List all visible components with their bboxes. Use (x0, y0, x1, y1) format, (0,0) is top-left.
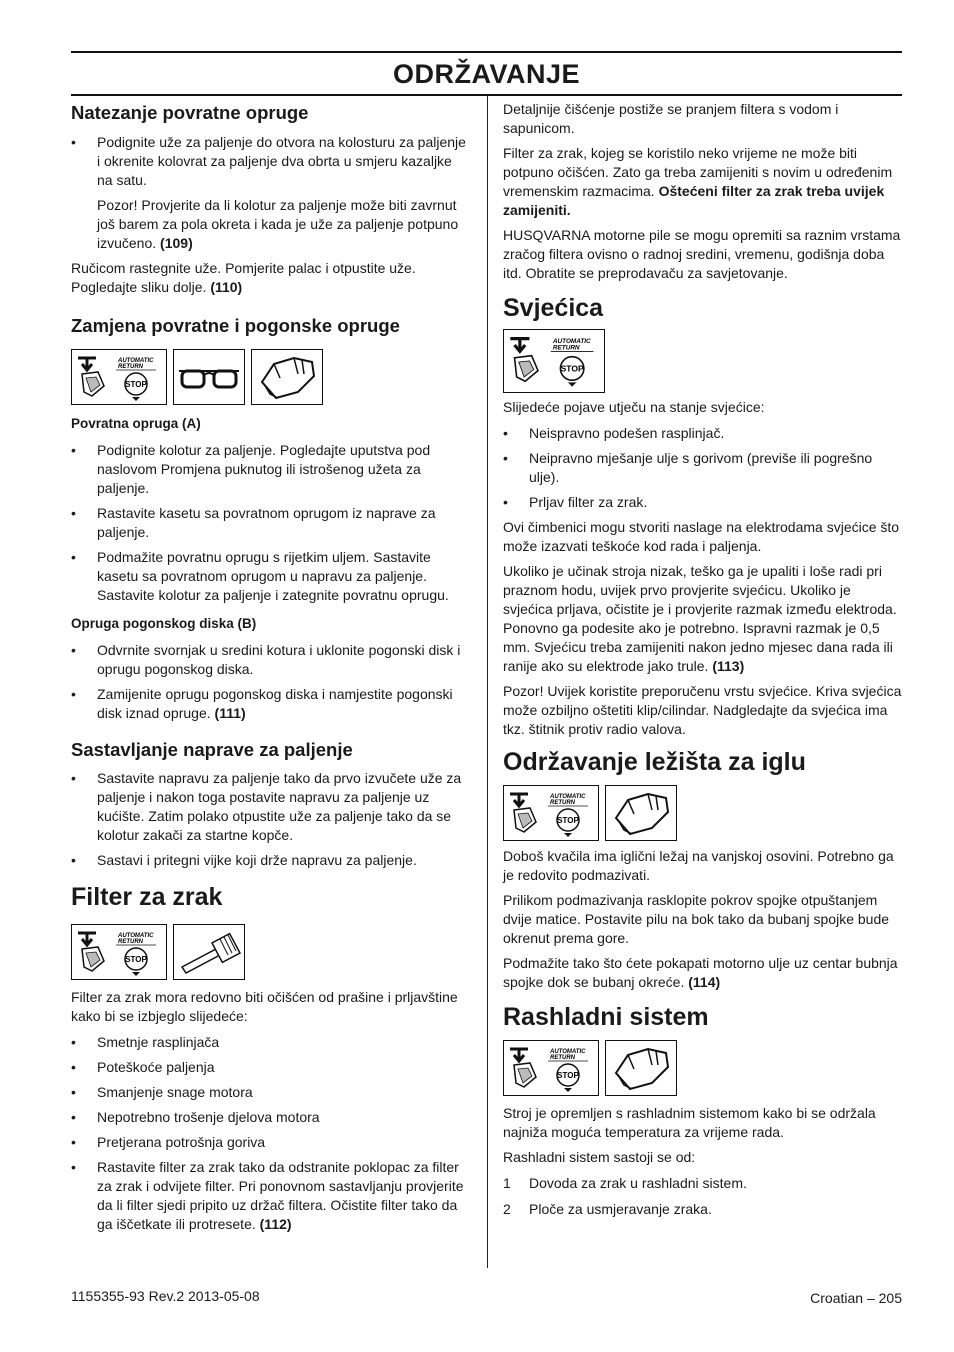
list-item: • Poteškoće paljenja (71, 1058, 469, 1077)
bullet-list (71, 133, 469, 253)
svg-text:STOP: STOP (125, 955, 147, 964)
icon-row (503, 785, 903, 841)
section-title-starter-assembly: Sastavljanje naprave za paljenje (71, 739, 353, 760)
section-title-return-spring-tension: Natezanje povratne opruge (71, 102, 309, 123)
column-divider (487, 96, 488, 1268)
list-item: • Neispravno podešen rasplinjač. (503, 424, 903, 443)
bullet-list (503, 424, 903, 512)
protective-glove-icon (251, 349, 323, 405)
paragraph: Detaljnije čišćenje postiže se pranjem filtera s vodom i sapunicom. (503, 101, 839, 136)
paragraph: Pozor! Uvijek koristite preporučenu vrstu svjećice. Kriva svjećica može ozbiljno oštetiti klip/cilindar. Nadgledajte da svjećica ima tkz. štitnik protiv radio valova. (503, 683, 902, 737)
list-item: • Rastavite filter za zrak tako da odstranite poklopac za filter za zrak i odvijete filter. Pri ponovnom sastavljanju provjerite da li filter sjedi pripito uz držač filtera. Očistite filter tako da ga iščetkate ili protresete. (112) (71, 1158, 469, 1234)
svg-text:STOP: STOP (557, 816, 579, 825)
list-item: • Neipravno mješanje ulje s gorivom (previše ili pogrešno ulje). (503, 449, 903, 487)
list-item: • Podignite kolotur za paljenje. Pogledajte uputstva pod naslovom Promjena puknutog ili istrošenog užeta za paljenje. (71, 441, 469, 498)
chain-brake-stop-icon (503, 1040, 599, 1096)
list-item: • Sastavi i pritegni vijke koji drže napravu za paljenje. (71, 851, 469, 870)
icon-row (503, 329, 903, 393)
paragraph: Slijedeće pojave utječu na stanje svjećice: (503, 399, 765, 415)
svg-text:STOP: STOP (125, 380, 147, 389)
list-item: • Nepotrebno trošenje djelova motora (71, 1108, 469, 1127)
list-item: • Smetnje rasplinjača (71, 1033, 469, 1052)
svg-text:AUTOMATIC: AUTOMATIC (552, 337, 591, 345)
paragraph: Filter za zrak, kojeg se koristilo neko vrijeme ne može biti potpuno očišćen. Zato ga treba zamijeniti s novim u određenim vremenskim razmacima. Oštećeni filter za zrak treba uvijek zamijeniti. (503, 145, 893, 218)
bullet-list (71, 769, 469, 870)
section-title-air-filter: Filter za zrak (71, 883, 223, 911)
paragraph: Ovi čimbenici mogu stvoriti naslage na elektrodama svjećice što može izazvati teškoće kod rada i paljenja. (503, 519, 900, 554)
chain-brake-stop-icon (71, 924, 167, 980)
svg-text:AUTOMATIC: AUTOMATIC (550, 794, 586, 800)
svg-text:RETURN: RETURN (550, 800, 575, 806)
list-item: • Zamijenite oprugu pogonskog diska i namjestite pogonski disk iznad opruge. (111) (71, 685, 469, 723)
paragraph: HUSQVARNA motorne pile se mogu opremiti sa raznim vrstama zračog filtera ovisno o radnoj sredini, vremenu, godišnja doba itd. Obratite se preprodavaču za savjetovanje. (503, 227, 901, 281)
svg-text:RETURN: RETURN (550, 1055, 575, 1061)
bullet-list (71, 1033, 469, 1234)
bullet-list (71, 641, 469, 723)
paragraph: Stroj je opremljen s rashladnim sistemom kako bi se održala najniža moguća temperatura za vrijeme rada. (503, 1105, 876, 1140)
svg-text:AUTOMATIC: AUTOMATIC (118, 933, 154, 939)
paragraph: Podmažite tako što ćete pokapati motorno ulje uz centar bubnja spojke dok se bubanj okreće. (114) (503, 955, 898, 990)
left-column (71, 100, 469, 1234)
paragraph: Filter za zrak mora redovno biti očišćen od prašine i prljavštine kako bi se izbjeglo slijedeće: (71, 989, 458, 1024)
icon-row (71, 349, 469, 405)
section-title-spring-replacement: Zamjena povratne i pogonske opruge (71, 315, 400, 336)
svg-text:STOP: STOP (557, 1071, 579, 1080)
paragraph: Prilikom podmazivanja rasklopite pokrov spojke otpuštanjem dvije matice. Postavite pilu na bok tako da bubanj spojke bude okrenut prema gore. (503, 892, 890, 946)
list-item: • Prljav filter za zrak. (503, 493, 903, 512)
footer-doc-number: 1155355-93 Rev.2 2013-05-08 (71, 1288, 260, 1304)
list-item: • Pretjerana potrošnja goriva (71, 1133, 469, 1152)
numbered-list (503, 1174, 903, 1219)
list-item: • Podmažite povratnu oprugu s rijetkim uljem. Sastavite kasetu sa povratnom oprugom u napravu za paljenje. Sastavite kolotur za paljenje i zategnite povratnu oprugu. (71, 548, 469, 605)
note-text: Pozor! Provjerite da li kolotur za paljenje može biti zavrnut još barem za pola okreta i kada je uže za paljenje potpuno izvučeno. (109) (97, 197, 459, 251)
list-item: 2 Ploče za usmjeravanje zraka. (503, 1201, 712, 1217)
safety-glasses-icon (173, 349, 245, 405)
svg-text:AUTOMATIC: AUTOMATIC (118, 358, 154, 364)
list-item: 1 Dovoda za zrak u rashladni sistem. (503, 1175, 747, 1191)
page-title: ODRŽAVANJE (392, 59, 580, 89)
list-item: • Podignite uže za paljenje do otvora na kolosturu za paljenje i okrenite kolovrat za paljenje dva obrta u smjeru kazaljke na satu. Pozor! Provjerite da li kolotur za paljenje može biti zavrnut još barem za pola okreta i kada je uže za paljenje potpuno izvučeno. (109) (71, 133, 469, 253)
paragraph: Ručicom rastegnite uže. Pomjerite palac i otpustite uže. Pogledajte sliku dolje. (110) (71, 260, 416, 295)
svg-text:RETURN: RETURN (552, 344, 580, 352)
subheading-return-spring: Povratna opruga (A) (71, 416, 201, 431)
list-item: • Sastavite napravu za paljenje tako da prvo izvučete uže za paljenje i nakon toga postavite napravu za paljenje uz kućište. Zatim polako otpustite uže za paljenje tako da se kolotur zakači za startne kopče. (71, 769, 469, 845)
svg-text:STOP: STOP (560, 363, 584, 374)
protective-glove-icon (605, 1040, 677, 1096)
chain-brake-stop-icon (503, 329, 605, 393)
brush-icon (173, 924, 245, 980)
section-title-cooling-system: Rashladni sistem (503, 1003, 709, 1031)
svg-text:RETURN: RETURN (118, 364, 143, 370)
list-item: • Rastavite kasetu sa povratnom oprugom iz naprave za paljenje. (71, 504, 469, 542)
paragraph: Ukoliko je učinak stroja nizak, teško ga je upaliti i loše radi pri praznom hodu, uvijek prvo provjerite svjećicu. Ukoliko je svjećica prljava, očistite je i provjerite razmak između elektroda. Ponovno ga podesite ako je potrebno. Ispravni razmak je 0,5 mm. Svjećicu treba zamijeniti nakon jedno mjesec dana rada ili ranije ako su elektrode jako trule. (113) (503, 563, 897, 674)
list-item: • Odvrnite svornjak u sredini kotura i uklonite pogonski disk i oprugu pogonskog diska. (71, 641, 469, 679)
footer-page-number: Croatian – 205 (810, 1290, 902, 1306)
section-title-spark-plug: Svjećica (503, 294, 604, 322)
svg-text:AUTOMATIC: AUTOMATIC (550, 1049, 586, 1055)
svg-text:RETURN: RETURN (118, 939, 143, 945)
right-column (503, 100, 903, 1219)
top-rule (71, 51, 902, 53)
subheading-drive-disc-spring: Opruga pogonskog diska (B) (71, 616, 257, 631)
icon-row (71, 924, 469, 980)
protective-glove-icon (605, 785, 677, 841)
paragraph: Rashladni sistem sastoji se od: (503, 1149, 696, 1165)
chain-brake-stop-icon (503, 785, 599, 841)
section-title-needle-bearing: Održavanje ležišta za iglu (503, 748, 806, 776)
chain-brake-stop-icon (71, 349, 167, 405)
paragraph: Doboš kvačila ima iglični ležaj na vanjskoj osovini. Potrebno ga je redovito podmazivati. (503, 848, 894, 883)
icon-row (503, 1040, 903, 1096)
list-item: • Smanjenje snage motora (71, 1083, 469, 1102)
bullet-list (71, 441, 469, 605)
